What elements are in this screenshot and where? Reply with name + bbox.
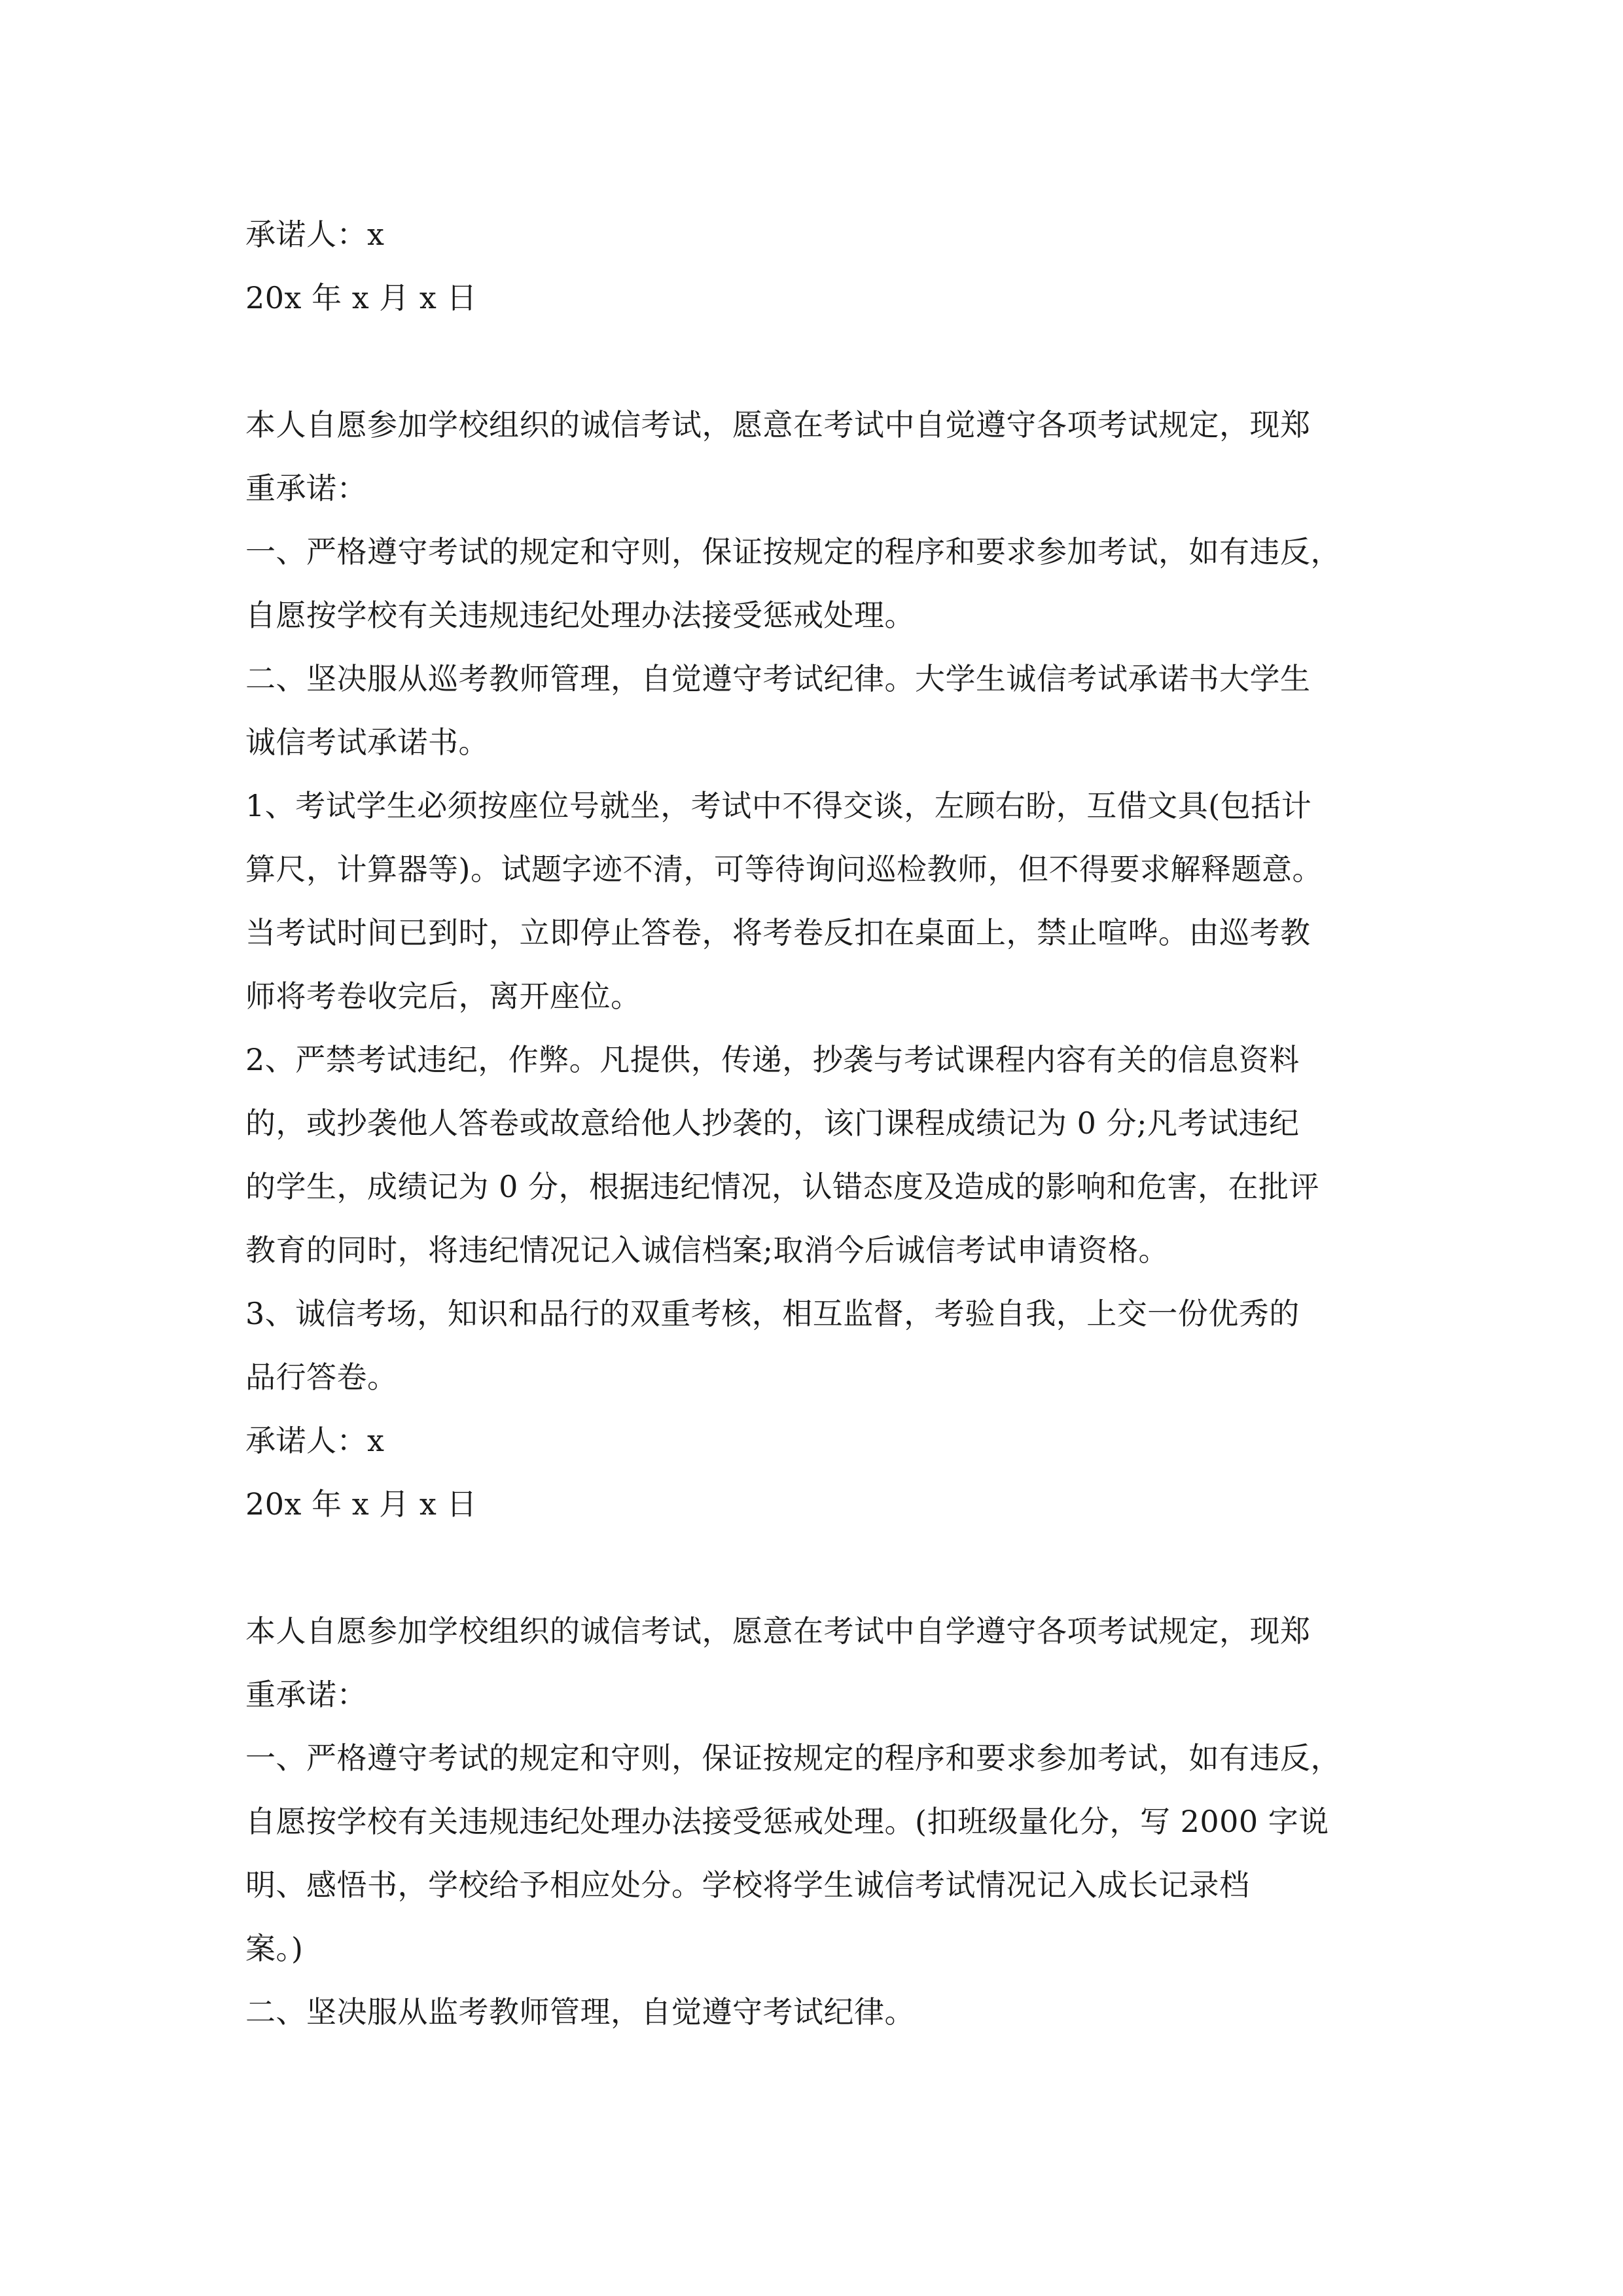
text-line: 自愿按学校有关违规违纪处理办法接受惩戒处理。	[245, 598, 915, 633]
text-line: 诚信考试承诺书。	[245, 725, 489, 760]
text-line: 重承诺：	[245, 1677, 367, 1712]
date-line: 20x 年 x 月 x 日	[245, 280, 477, 315]
text-line: 品行答卷。	[245, 1359, 398, 1395]
paragraph-gap	[245, 1536, 1384, 1600]
text-line: 教育的同时，将违纪情况记入诚信档案;取消今后诚信考试申请资格。	[245, 1232, 1169, 1268]
signer-line: 承诺人：x	[245, 1423, 385, 1458]
paragraph-gap	[245, 330, 1384, 393]
text-line: 一、严格遵守考试的规定和守则，保证按规定的程序和要求参加考试，如有违反，	[245, 534, 1341, 569]
document-body	[245, 203, 1384, 2044]
text-line: 二、坚决服从巡考教师管理，自觉遵守考试纪律。大学生诚信考试承诺书大学生	[245, 661, 1311, 696]
pledge-intro	[245, 393, 1384, 520]
text-line: 的学生，成绩记为 0 分，根据违纪情况，认错态度及造成的影响和危害，在批评	[245, 1169, 1320, 1204]
pledge-item-2	[245, 647, 1384, 774]
pledge-item-1	[245, 520, 1384, 647]
text-line: 一、严格遵守考试的规定和守则，保证按规定的程序和要求参加考试，如有违反，	[245, 1740, 1341, 1776]
text-line: 3、诚信考场，知识和品行的双重考核，相互监督，考验自我，上交一份优秀的	[245, 1296, 1300, 1331]
rule-1	[245, 774, 1384, 1028]
text-line: 二、坚决服从监考教师管理，自觉遵守考试纪律。	[245, 1994, 915, 2030]
pledge-intro	[245, 1600, 1384, 1727]
text-line: 案。)	[245, 1931, 304, 1966]
text-line: 重承诺：	[245, 471, 367, 506]
text-line: 2、严禁考试违纪，作弊。凡提供，传递，抄袭与考试课程内容有关的信息资料	[245, 1042, 1300, 1077]
text-line: 的，或抄袭他人答卷或故意给他人抄袭的，该门课程成绩记为 0 分;凡考试违纪	[245, 1105, 1300, 1141]
text-line: 师将考卷收完后，离开座位。	[245, 978, 641, 1014]
pledge-item-1	[245, 1727, 1384, 1981]
text-line: 当考试时间已到时，立即停止答卷，将考卷反扣在桌面上，禁止喧哗。由巡考教	[245, 915, 1311, 950]
rule-3	[245, 1282, 1384, 1409]
text-line: 本人自愿参加学校组织的诚信考试，愿意在考试中自学遵守各项考试规定，现郑	[245, 1613, 1311, 1649]
signer-line: 承诺人：x	[245, 217, 385, 252]
pledge-item-2	[245, 1981, 1384, 2044]
text-line: 自愿按学校有关违规违纪处理办法接受惩戒处理。(扣班级量化分，写 2000 字说	[245, 1804, 1329, 1839]
text-line: 本人自愿参加学校组织的诚信考试，愿意在考试中自觉遵守各项考试规定，现郑	[245, 407, 1311, 442]
text-line: 明、感悟书，学校给予相应处分。学校将学生诚信考试情况记入成长记录档	[245, 1867, 1250, 1903]
date-line: 20x 年 x 月 x 日	[245, 1486, 477, 1522]
rule-2	[245, 1028, 1384, 1282]
text-line: 算尺，计算器等)。试题字迹不清，可等待询问巡检教师，但不得要求解释题意。	[245, 852, 1323, 887]
text-line: 1、考试学生必须按座位号就坐，考试中不得交谈，左顾右盼，互借文具(包括计	[245, 788, 1312, 823]
